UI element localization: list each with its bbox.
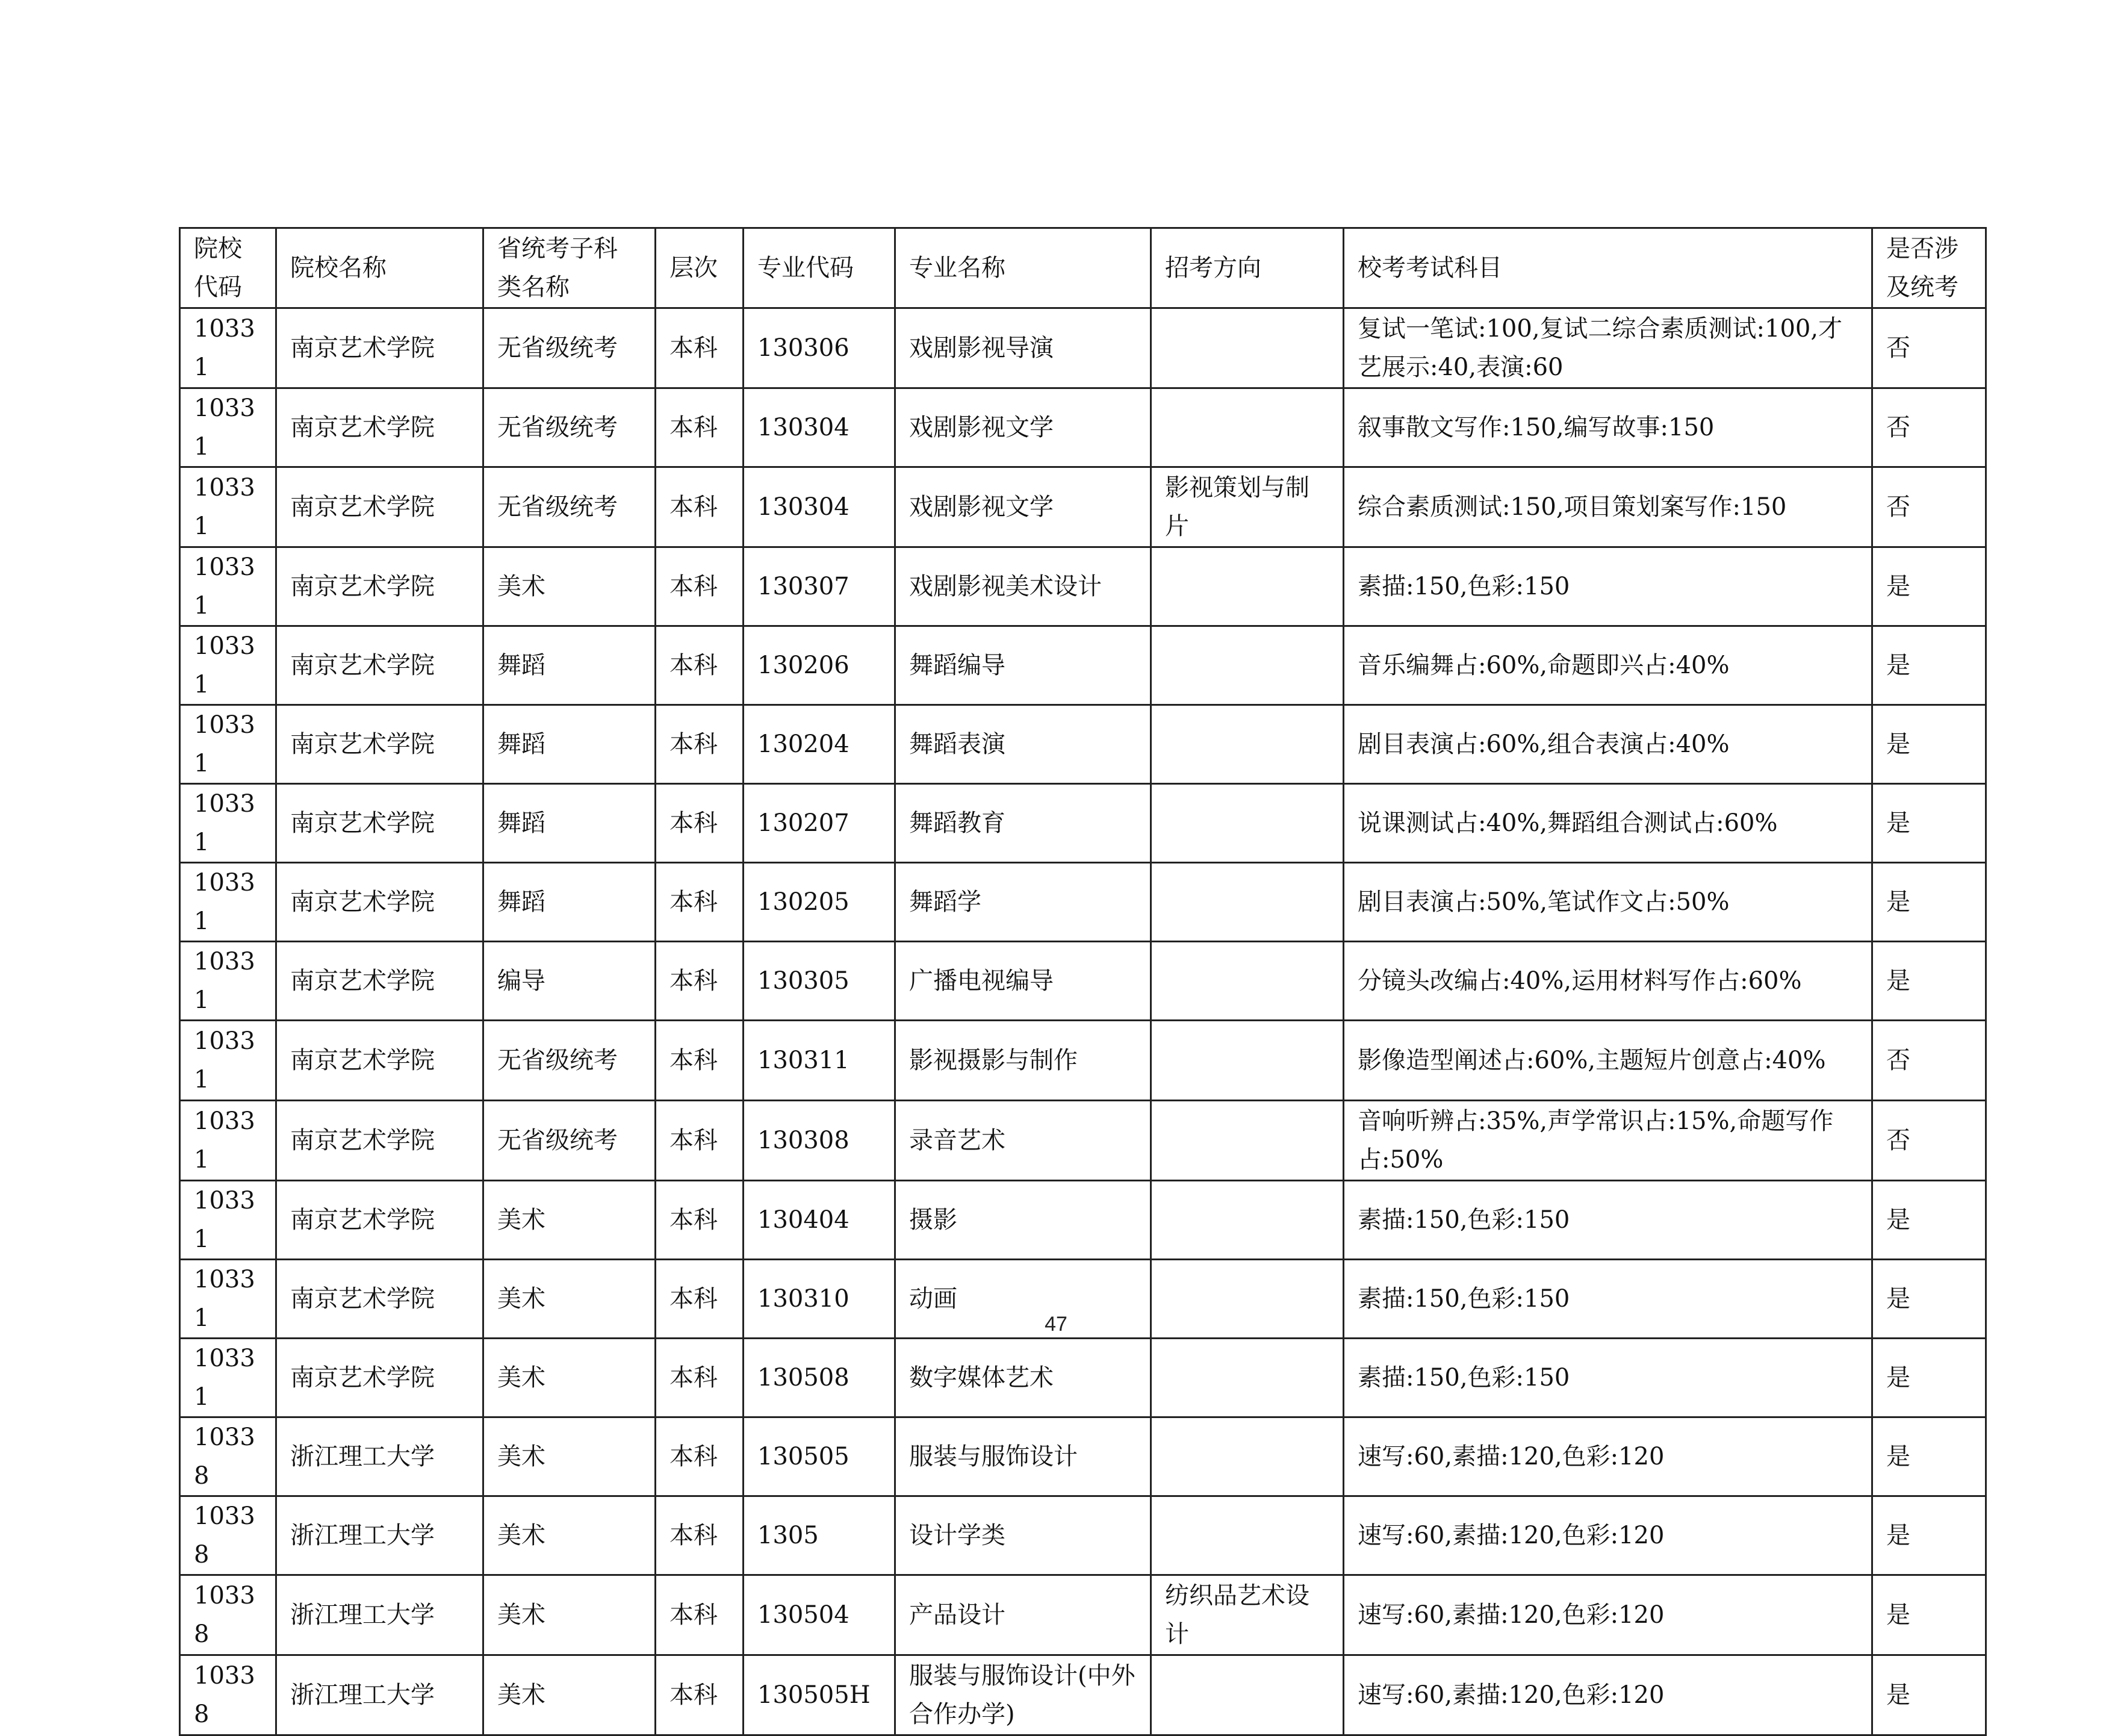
cell-major-name: 服装与服饰设计 bbox=[895, 1417, 1151, 1496]
cell-direction bbox=[1151, 784, 1344, 863]
table-row bbox=[180, 547, 1986, 626]
cell-school-code: 10331 bbox=[180, 784, 276, 863]
cell-major-name: 设计学类 bbox=[895, 1496, 1151, 1575]
cell-major-name: 戏剧影视文学 bbox=[895, 467, 1151, 547]
cell-school-code: 10331 bbox=[180, 467, 276, 547]
cell-category: 无省级统考 bbox=[483, 467, 656, 547]
cell-major-name: 舞蹈表演 bbox=[895, 705, 1151, 784]
cell-major-code: 1305 bbox=[744, 1496, 895, 1575]
cell-direction bbox=[1151, 942, 1344, 1021]
cell-major-name: 产品设计 bbox=[895, 1575, 1151, 1655]
cell-level: 本科 bbox=[656, 1181, 744, 1260]
cell-major-code: 130504 bbox=[744, 1575, 895, 1655]
cell-major-code: 130306 bbox=[744, 308, 895, 388]
cell-school-name: 浙江理工大学 bbox=[276, 1496, 483, 1575]
cell-major-name: 广播电视编导 bbox=[895, 942, 1151, 1021]
cell-school-name: 浙江理工大学 bbox=[276, 1655, 483, 1735]
cell-school-code: 10331 bbox=[180, 705, 276, 784]
cell-major-code: 130305 bbox=[744, 942, 895, 1021]
cell-major-name: 戏剧影视导演 bbox=[895, 308, 1151, 388]
table-row bbox=[180, 467, 1986, 547]
table-header-row bbox=[180, 228, 1986, 308]
cell-level: 本科 bbox=[656, 1260, 744, 1339]
cell-level: 本科 bbox=[656, 1417, 744, 1496]
cell-subjects: 速写:60,素描:120,色彩:120 bbox=[1344, 1496, 1872, 1575]
cell-level: 本科 bbox=[656, 1339, 744, 1417]
cell-category: 美术 bbox=[483, 1575, 656, 1655]
cell-subjects: 素描:150,色彩:150 bbox=[1344, 1260, 1872, 1339]
cell-unified: 是 bbox=[1872, 863, 1986, 942]
cell-direction bbox=[1151, 863, 1344, 942]
cell-subjects: 素描:150,色彩:150 bbox=[1344, 1339, 1872, 1417]
cell-major-code: 130206 bbox=[744, 626, 895, 705]
cell-school-code: 10331 bbox=[180, 1181, 276, 1260]
cell-subjects: 剧目表演占:60%,组合表演占:40% bbox=[1344, 705, 1872, 784]
cell-major-code: 130308 bbox=[744, 1101, 895, 1181]
cell-category: 美术 bbox=[483, 1496, 656, 1575]
cell-level: 本科 bbox=[656, 863, 744, 942]
table-row bbox=[180, 863, 1986, 942]
cell-school-code: 10338 bbox=[180, 1575, 276, 1655]
cell-subjects: 音响听辨占:35%,声学常识占:15%,命题写作占:50% bbox=[1344, 1101, 1872, 1181]
cell-level: 本科 bbox=[656, 784, 744, 863]
cell-major-name: 舞蹈学 bbox=[895, 863, 1151, 942]
cell-major-code: 130505 bbox=[744, 1417, 895, 1496]
cell-school-name: 南京艺术学院 bbox=[276, 863, 483, 942]
cell-direction bbox=[1151, 705, 1344, 784]
cell-unified: 否 bbox=[1872, 1021, 1986, 1101]
cell-school-code: 10331 bbox=[180, 1101, 276, 1181]
cell-unified: 是 bbox=[1872, 1417, 1986, 1496]
cell-unified: 是 bbox=[1872, 705, 1986, 784]
cell-category: 舞蹈 bbox=[483, 705, 656, 784]
cell-school-code: 10331 bbox=[180, 626, 276, 705]
cell-unified: 否 bbox=[1872, 467, 1986, 547]
cell-major-name: 动画 bbox=[895, 1260, 1151, 1339]
cell-direction bbox=[1151, 547, 1344, 626]
table-row bbox=[180, 1339, 1986, 1417]
cell-major-code: 130304 bbox=[744, 467, 895, 547]
cell-unified: 是 bbox=[1872, 1260, 1986, 1339]
cell-direction bbox=[1151, 1101, 1344, 1181]
table-row bbox=[180, 1181, 1986, 1260]
cell-direction bbox=[1151, 1417, 1344, 1496]
cell-school-name: 南京艺术学院 bbox=[276, 1021, 483, 1101]
cell-school-name: 浙江理工大学 bbox=[276, 1417, 483, 1496]
cell-subjects: 音乐编舞占:60%,命题即兴占:40% bbox=[1344, 626, 1872, 705]
cell-unified: 是 bbox=[1872, 942, 1986, 1021]
cell-unified: 否 bbox=[1872, 1101, 1986, 1181]
cell-school-code: 10331 bbox=[180, 863, 276, 942]
cell-major-code: 130310 bbox=[744, 1260, 895, 1339]
cell-major-name: 戏剧影视美术设计 bbox=[895, 547, 1151, 626]
cell-major-code: 130311 bbox=[744, 1021, 895, 1101]
table-row bbox=[180, 1575, 1986, 1655]
cell-level: 本科 bbox=[656, 1496, 744, 1575]
cell-school-code: 10331 bbox=[180, 1021, 276, 1101]
cell-level: 本科 bbox=[656, 1575, 744, 1655]
cell-major-name: 服装与服饰设计(中外合作办学) bbox=[895, 1655, 1151, 1735]
cell-level: 本科 bbox=[656, 1655, 744, 1735]
table-row bbox=[180, 942, 1986, 1021]
table-row bbox=[180, 388, 1986, 467]
cell-school-name: 南京艺术学院 bbox=[276, 467, 483, 547]
cell-major-name: 舞蹈教育 bbox=[895, 784, 1151, 863]
cell-level: 本科 bbox=[656, 308, 744, 388]
cell-direction bbox=[1151, 1496, 1344, 1575]
cell-school-name: 南京艺术学院 bbox=[276, 626, 483, 705]
table-row bbox=[180, 308, 1986, 388]
cell-major-code: 130205 bbox=[744, 863, 895, 942]
cell-category: 编导 bbox=[483, 942, 656, 1021]
cell-unified: 是 bbox=[1872, 1339, 1986, 1417]
cell-direction: 纺织品艺术设计 bbox=[1151, 1575, 1344, 1655]
cell-school-code: 10338 bbox=[180, 1655, 276, 1735]
header-unified: 是否涉及统考 bbox=[1872, 228, 1986, 308]
cell-level: 本科 bbox=[656, 942, 744, 1021]
cell-major-name: 数字媒体艺术 bbox=[895, 1339, 1151, 1417]
cell-school-code: 10338 bbox=[180, 1417, 276, 1496]
cell-major-code: 130307 bbox=[744, 547, 895, 626]
cell-level: 本科 bbox=[656, 467, 744, 547]
cell-school-name: 浙江理工大学 bbox=[276, 1575, 483, 1655]
cell-school-name: 南京艺术学院 bbox=[276, 1260, 483, 1339]
cell-school-code: 10331 bbox=[180, 1260, 276, 1339]
cell-school-code: 10331 bbox=[180, 547, 276, 626]
cell-subjects: 综合素质测试:150,项目策划案写作:150 bbox=[1344, 467, 1872, 547]
header-category: 省统考子科类名称 bbox=[483, 228, 656, 308]
table-row bbox=[180, 1101, 1986, 1181]
table-row bbox=[180, 1496, 1986, 1575]
cell-major-name: 舞蹈编导 bbox=[895, 626, 1151, 705]
cell-school-name: 南京艺术学院 bbox=[276, 308, 483, 388]
cell-unified: 是 bbox=[1872, 1655, 1986, 1735]
cell-direction bbox=[1151, 1021, 1344, 1101]
cell-major-name: 录音艺术 bbox=[895, 1101, 1151, 1181]
cell-unified: 否 bbox=[1872, 388, 1986, 467]
cell-school-name: 南京艺术学院 bbox=[276, 1101, 483, 1181]
cell-school-name: 南京艺术学院 bbox=[276, 1339, 483, 1417]
cell-major-code: 130207 bbox=[744, 784, 895, 863]
cell-category: 美术 bbox=[483, 1417, 656, 1496]
cell-school-code: 10331 bbox=[180, 1339, 276, 1417]
table-row bbox=[180, 1417, 1986, 1496]
cell-category: 美术 bbox=[483, 547, 656, 626]
cell-direction bbox=[1151, 308, 1344, 388]
cell-direction bbox=[1151, 388, 1344, 467]
cell-category: 无省级统考 bbox=[483, 308, 656, 388]
cell-subjects: 影像造型阐述占:60%,主题短片创意占:40% bbox=[1344, 1021, 1872, 1101]
cell-level: 本科 bbox=[656, 1021, 744, 1101]
cell-subjects: 分镜头改编占:40%,运用材料写作占:60% bbox=[1344, 942, 1872, 1021]
cell-unified: 是 bbox=[1872, 547, 1986, 626]
header-school-code: 院校代码 bbox=[180, 228, 276, 308]
cell-school-code: 10331 bbox=[180, 388, 276, 467]
cell-school-name: 南京艺术学院 bbox=[276, 547, 483, 626]
cell-category: 舞蹈 bbox=[483, 784, 656, 863]
cell-major-code: 130204 bbox=[744, 705, 895, 784]
header-school-name: 院校名称 bbox=[276, 228, 483, 308]
cell-major-code: 130505H bbox=[744, 1655, 895, 1735]
table-row bbox=[180, 784, 1986, 863]
admissions-table bbox=[179, 227, 1987, 1736]
table-body bbox=[180, 308, 1986, 1735]
cell-direction bbox=[1151, 1181, 1344, 1260]
cell-major-name: 摄影 bbox=[895, 1181, 1151, 1260]
cell-subjects: 复试一笔试:100,复试二综合素质测试:100,才艺展示:40,表演:60 bbox=[1344, 308, 1872, 388]
cell-school-name: 南京艺术学院 bbox=[276, 784, 483, 863]
cell-level: 本科 bbox=[656, 705, 744, 784]
cell-category: 美术 bbox=[483, 1181, 656, 1260]
cell-school-name: 南京艺术学院 bbox=[276, 942, 483, 1021]
header-major-name: 专业名称 bbox=[895, 228, 1151, 308]
header-subjects: 校考考试科目 bbox=[1344, 228, 1872, 308]
cell-subjects: 素描:150,色彩:150 bbox=[1344, 1181, 1872, 1260]
cell-major-name: 戏剧影视文学 bbox=[895, 388, 1151, 467]
cell-category: 美术 bbox=[483, 1655, 656, 1735]
cell-major-code: 130404 bbox=[744, 1181, 895, 1260]
cell-direction: 影视策划与制片 bbox=[1151, 467, 1344, 547]
cell-major-code: 130304 bbox=[744, 388, 895, 467]
cell-school-name: 南京艺术学院 bbox=[276, 705, 483, 784]
cell-school-code: 10338 bbox=[180, 1496, 276, 1575]
cell-unified: 否 bbox=[1872, 308, 1986, 388]
cell-unified: 是 bbox=[1872, 1575, 1986, 1655]
cell-unified: 是 bbox=[1872, 1181, 1986, 1260]
header-direction: 招考方向 bbox=[1151, 228, 1344, 308]
cell-unified: 是 bbox=[1872, 626, 1986, 705]
cell-category: 无省级统考 bbox=[483, 1021, 656, 1101]
table-row bbox=[180, 1021, 1986, 1101]
cell-level: 本科 bbox=[656, 1101, 744, 1181]
cell-direction bbox=[1151, 1655, 1344, 1735]
cell-subjects: 叙事散文写作:150,编写故事:150 bbox=[1344, 388, 1872, 467]
cell-unified: 是 bbox=[1872, 784, 1986, 863]
header-level: 层次 bbox=[656, 228, 744, 308]
page-number: 47 bbox=[1045, 1313, 1067, 1336]
cell-subjects: 速写:60,素描:120,色彩:120 bbox=[1344, 1655, 1872, 1735]
cell-subjects: 速写:60,素描:120,色彩:120 bbox=[1344, 1417, 1872, 1496]
cell-direction bbox=[1151, 1339, 1344, 1417]
cell-school-name: 南京艺术学院 bbox=[276, 388, 483, 467]
cell-direction bbox=[1151, 626, 1344, 705]
cell-level: 本科 bbox=[656, 626, 744, 705]
cell-category: 无省级统考 bbox=[483, 388, 656, 467]
cell-level: 本科 bbox=[656, 547, 744, 626]
cell-category: 无省级统考 bbox=[483, 1101, 656, 1181]
table-row bbox=[180, 626, 1986, 705]
cell-school-name: 南京艺术学院 bbox=[276, 1181, 483, 1260]
table-row bbox=[180, 1655, 1986, 1735]
cell-school-code: 10331 bbox=[180, 308, 276, 388]
table-row bbox=[180, 705, 1986, 784]
cell-category: 舞蹈 bbox=[483, 863, 656, 942]
cell-level: 本科 bbox=[656, 388, 744, 467]
cell-unified: 是 bbox=[1872, 1496, 1986, 1575]
cell-subjects: 剧目表演占:50%,笔试作文占:50% bbox=[1344, 863, 1872, 942]
cell-subjects: 素描:150,色彩:150 bbox=[1344, 547, 1872, 626]
cell-category: 舞蹈 bbox=[483, 626, 656, 705]
cell-category: 美术 bbox=[483, 1260, 656, 1339]
cell-subjects: 说课测试占:40%,舞蹈组合测试占:60% bbox=[1344, 784, 1872, 863]
cell-category: 美术 bbox=[483, 1339, 656, 1417]
cell-subjects: 速写:60,素描:120,色彩:120 bbox=[1344, 1575, 1872, 1655]
cell-major-code: 130508 bbox=[744, 1339, 895, 1417]
header-major-code: 专业代码 bbox=[744, 228, 895, 308]
cell-school-code: 10331 bbox=[180, 942, 276, 1021]
cell-major-name: 影视摄影与制作 bbox=[895, 1021, 1151, 1101]
